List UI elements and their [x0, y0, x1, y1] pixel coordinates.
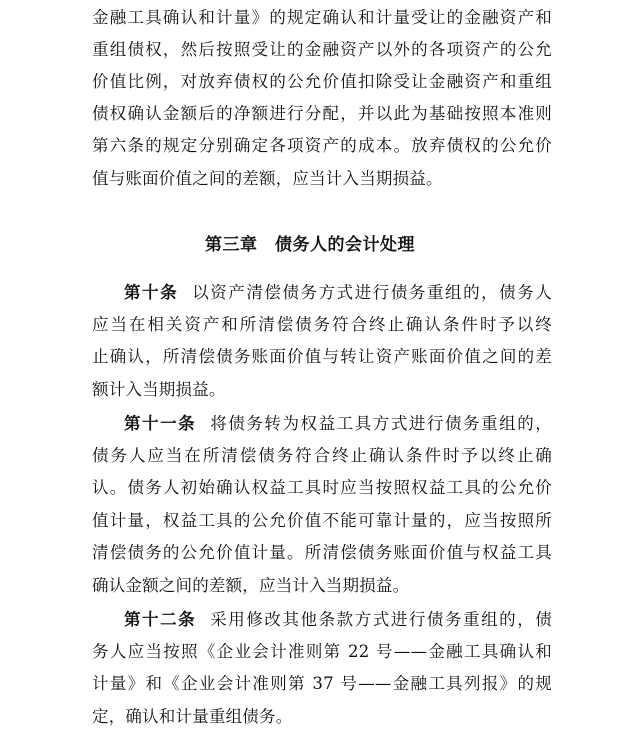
article-11-line: 清偿债务的公允价值计量。所清偿债务账面价值与权益工具	[92, 543, 552, 562]
article-12-line: 务人应当按照《企业会计准则第 22 号——金融工具确认和	[92, 642, 552, 661]
article-12-text: 采用修改其他条款方式进行债务重组的，债	[210, 610, 552, 629]
article-11-line: 债务人应当在所清偿债务符合终止确认条件时予以终止确	[92, 446, 552, 465]
article-11-line: 值计量，权益工具的公允价值不能可靠计量的，应当按照所	[92, 511, 552, 530]
article-10-line: 止确认，所清偿债务账面价值与转让资产账面价值之间的差	[92, 347, 552, 366]
article-12-label: 第十二条	[124, 610, 197, 629]
article-10-first-line	[124, 283, 552, 303]
article-12-line: 计量》和《企业会计准则第 37 号——金融工具列报》的规	[92, 674, 552, 693]
intro-line: 金融工具确认和计量》的规定确认和计量受让的金融资产和	[92, 8, 552, 27]
article-11-label: 第十一条	[124, 414, 197, 433]
article-10-label: 第十条	[124, 283, 179, 302]
article-11-line: 认。债务人初始确认权益工具时应当按照权益工具的公允价	[92, 478, 552, 497]
intro-line: 第六条的规定分别确定各项资产的成本。放弃债权的公允价	[92, 136, 552, 155]
intro-line: 债权确认金额后的净额进行分配，并以此为基础按照本准则	[92, 104, 552, 123]
article-10-line: 额计入当期损益。	[92, 380, 226, 399]
article-11-line: 确认金额之间的差额，应当计入当期损益。	[92, 576, 410, 595]
article-12-first-line	[124, 610, 552, 630]
article-11-text: 将债务转为权益工具方式进行债务重组的，	[210, 414, 552, 433]
article-10-line: 应当在相关资产和所清偿债务符合终止确认条件时予以终	[92, 315, 552, 334]
intro-line: 值与账面价值之间的差额，应当计入当期损益。	[92, 169, 443, 188]
chapter-heading: 第三章 债务人的会计处理	[205, 235, 415, 255]
intro-line: 价值比例，对放弃债权的公允价值扣除受让金融资产和重组	[92, 72, 552, 91]
intro-line: 重组债权，然后按照受让的金融资产以外的各项资产的公允	[92, 40, 552, 59]
article-12-line: 定，确认和计量重组债务。	[92, 707, 293, 726]
article-10-text: 以资产清偿债务方式进行债务重组的，债务人	[192, 283, 553, 302]
article-11-first-line	[124, 414, 552, 434]
